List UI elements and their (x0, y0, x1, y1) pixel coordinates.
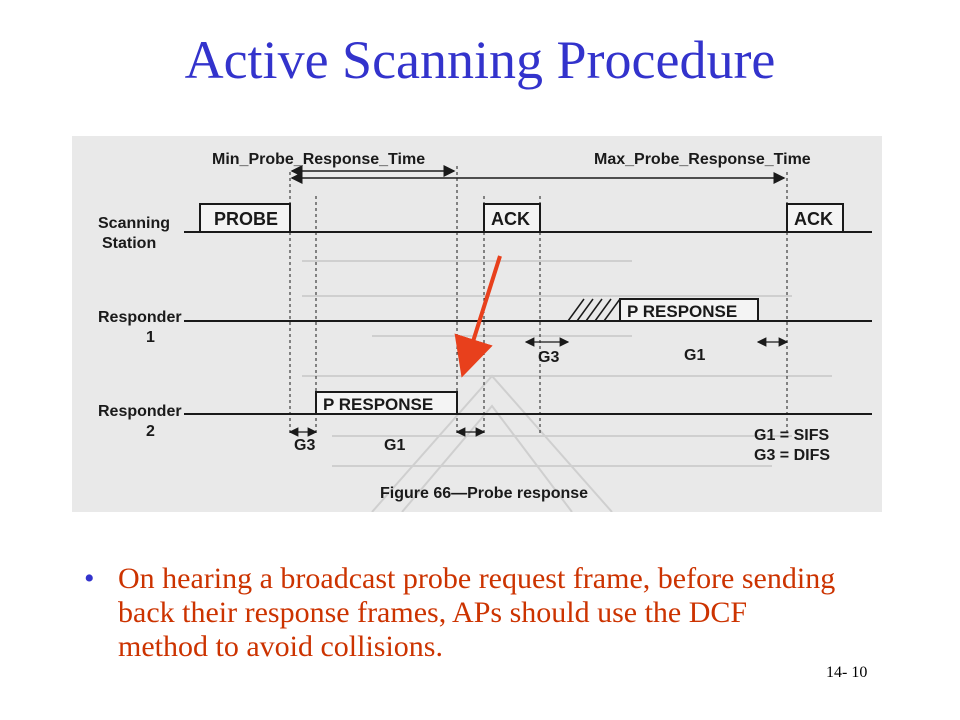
legend-g3: G3 = DIFS (754, 447, 831, 464)
p-response-frame-2-label: P RESPONSE (323, 395, 434, 414)
red-pointer-arrow (464, 256, 500, 370)
row-label-responder1-num: 1 (146, 329, 155, 346)
min-timer-label: Min_Probe_Response_Time (212, 151, 426, 168)
row-label-responder2: Responder (98, 403, 182, 420)
timing-diagram (72, 136, 882, 512)
row-label-responder1: Responder (98, 309, 182, 326)
p-response-frame-1-label: P RESPONSE (627, 302, 738, 321)
backoff-hatch (568, 299, 620, 321)
bullet-text: On hearing a broadcast probe request frame, before sending back their response frames, APs should use the DCF method to avoid collisions. (118, 562, 836, 663)
row-label-station: Station (102, 235, 157, 252)
page-number: 14- 10 (826, 664, 868, 681)
bullet-item (84, 562, 844, 664)
row-baselines (184, 232, 872, 414)
g3-gap-label-2: G3 (294, 437, 316, 454)
row-label-scanning: Scanning (98, 215, 171, 232)
figure-caption: Figure 66—Probe response (380, 485, 589, 502)
ack-frame-2-label: ACK (794, 209, 833, 229)
g1-gap-label-1: G1 (684, 347, 706, 364)
probe-response-figure (72, 136, 882, 512)
bullet-dot-icon: • (84, 562, 95, 595)
ack-frame-1-label: ACK (491, 209, 530, 229)
row-label-responder2-num: 2 (146, 423, 155, 440)
legend-g1: G1 = SIFS (754, 427, 830, 444)
max-timer-label: Max_Probe_Response_Time (594, 151, 811, 168)
g1-gap-label-2: G1 (384, 437, 406, 454)
g3-gap-label-1: G3 (538, 349, 560, 366)
slide-title: Active Scanning Procedure (184, 30, 776, 90)
probe-frame-label: PROBE (214, 209, 279, 229)
